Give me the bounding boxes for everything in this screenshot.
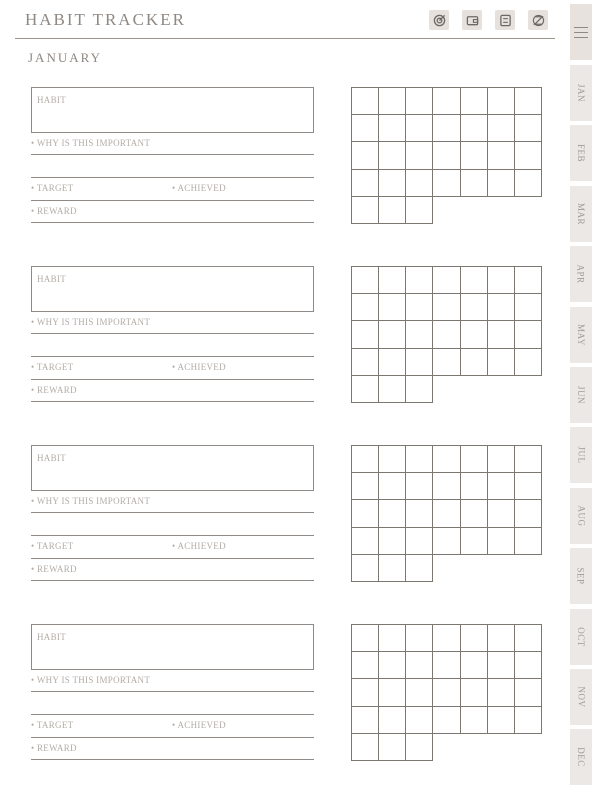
target-label: • TARGET (31, 541, 74, 551)
day-cell[interactable] (515, 446, 542, 473)
why-important-line-2[interactable] (31, 714, 314, 715)
day-cell[interactable] (406, 197, 433, 224)
day-cell[interactable] (352, 349, 379, 376)
day-cell[interactable] (379, 294, 406, 321)
target-label: • TARGET (31, 183, 74, 193)
day-cell[interactable] (379, 528, 406, 555)
day-cell[interactable] (352, 679, 379, 706)
day-cell[interactable] (379, 555, 406, 582)
day-cell[interactable] (488, 500, 515, 527)
day-cell[interactable] (352, 170, 379, 197)
day-cell[interactable] (461, 321, 488, 348)
day-tracker-grid (351, 87, 542, 224)
day-tracker-grid (351, 445, 542, 582)
tab-mar[interactable] (570, 186, 592, 242)
day-cell[interactable] (461, 170, 488, 197)
goals-button[interactable] (429, 10, 449, 30)
tab-label: MAY (576, 323, 586, 346)
day-cell[interactable] (461, 707, 488, 734)
habit-block-3 (0, 445, 560, 595)
day-cell[interactable] (461, 528, 488, 555)
day-cell[interactable] (488, 528, 515, 555)
day-cell[interactable] (433, 707, 460, 734)
day-cell[interactable] (406, 473, 433, 500)
notes-button[interactable] (528, 10, 548, 30)
day-cell[interactable] (461, 473, 488, 500)
day-cell[interactable] (379, 652, 406, 679)
day-cell[interactable] (433, 528, 460, 555)
day-cell[interactable] (488, 349, 515, 376)
day-cell[interactable] (406, 267, 433, 294)
day-cell[interactable] (379, 88, 406, 115)
tab-jan[interactable] (570, 65, 592, 121)
day-cell[interactable] (461, 294, 488, 321)
day-tracker-grid (351, 624, 542, 761)
day-cell[interactable] (515, 679, 542, 706)
habit-block-1 (0, 87, 560, 237)
tab-label: NOV (576, 686, 586, 708)
day-cell[interactable] (352, 321, 379, 348)
day-cell[interactable] (352, 528, 379, 555)
page-title: HABIT TRACKER (25, 10, 186, 29)
day-cell[interactable] (406, 349, 433, 376)
day-cell[interactable] (461, 679, 488, 706)
month-tab-bar (570, 4, 592, 790)
tab-may[interactable] (570, 307, 592, 363)
day-cell[interactable] (515, 625, 542, 652)
day-cell[interactable] (515, 652, 542, 679)
day-cell[interactable] (379, 321, 406, 348)
day-cell[interactable] (433, 170, 460, 197)
day-cell[interactable] (433, 88, 460, 115)
day-cell[interactable] (352, 294, 379, 321)
habit-block-2 (0, 266, 560, 416)
day-cell[interactable] (379, 734, 406, 761)
finance-button[interactable] (462, 10, 482, 30)
day-cell[interactable] (433, 473, 460, 500)
day-cell[interactable] (515, 115, 542, 142)
day-cell[interactable] (352, 625, 379, 652)
day-cell[interactable] (488, 707, 515, 734)
tab-jun[interactable] (570, 367, 592, 423)
day-cell[interactable] (433, 679, 460, 706)
tab-apr[interactable] (570, 246, 592, 302)
tab-label: MAR (576, 202, 587, 225)
day-cell[interactable] (515, 528, 542, 555)
day-cell[interactable] (406, 446, 433, 473)
why-important-line-2[interactable] (31, 356, 314, 357)
day-cell[interactable] (352, 734, 379, 761)
why-important-line[interactable] (31, 154, 314, 155)
day-cell[interactable] (488, 652, 515, 679)
day-cell[interactable] (406, 679, 433, 706)
day-cell[interactable] (433, 267, 460, 294)
tab-label: JAN (575, 83, 586, 103)
reward-label: • REWARD (31, 743, 77, 753)
day-cell[interactable] (406, 500, 433, 527)
day-cell[interactable] (406, 321, 433, 348)
day-cell[interactable] (352, 376, 379, 403)
day-cell[interactable] (379, 473, 406, 500)
day-cell[interactable] (433, 349, 460, 376)
day-cell[interactable] (488, 321, 515, 348)
why-important-label: • WHY IS THIS IMPORTANT (31, 675, 151, 685)
day-cell[interactable] (433, 446, 460, 473)
reward-line[interactable] (31, 401, 314, 402)
day-cell[interactable] (488, 170, 515, 197)
tab-label: SEP (575, 567, 586, 585)
target-label: • TARGET (31, 720, 74, 730)
day-cell[interactable] (461, 446, 488, 473)
day-cell[interactable] (488, 267, 515, 294)
day-cell[interactable] (488, 473, 515, 500)
reward-label: • REWARD (31, 385, 77, 395)
habit-label: HABIT (37, 95, 66, 105)
why-important-label: • WHY IS THIS IMPORTANT (31, 138, 151, 148)
target-line[interactable] (31, 558, 314, 559)
reward-label: • REWARD (31, 206, 77, 216)
tab-label: APR (575, 264, 586, 284)
target-line[interactable] (31, 379, 314, 380)
day-cell[interactable] (433, 625, 460, 652)
tab-label: JUL (576, 446, 586, 464)
notes-icon (532, 14, 545, 27)
habit-input-box[interactable] (31, 445, 314, 491)
day-cell[interactable] (515, 500, 542, 527)
day-cell[interactable] (515, 142, 542, 169)
why-important-label: • WHY IS THIS IMPORTANT (31, 496, 151, 506)
day-cell[interactable] (352, 197, 379, 224)
tab-aug[interactable] (570, 488, 592, 544)
day-cell[interactable] (433, 652, 460, 679)
day-cell[interactable] (379, 625, 406, 652)
day-cell[interactable] (352, 652, 379, 679)
day-cell[interactable] (406, 88, 433, 115)
day-cell[interactable] (515, 707, 542, 734)
why-important-line-2[interactable] (31, 535, 314, 536)
day-cell[interactable] (461, 625, 488, 652)
day-cell[interactable] (461, 500, 488, 527)
tab-label: AUG (576, 505, 586, 527)
why-important-line[interactable] (31, 691, 314, 692)
reward-line[interactable] (31, 580, 314, 581)
calculator-button[interactable] (495, 10, 515, 30)
habit-block-4 (0, 624, 560, 774)
day-cell[interactable] (488, 446, 515, 473)
day-cell[interactable] (515, 294, 542, 321)
menu-icon (574, 27, 588, 38)
day-cell[interactable] (379, 707, 406, 734)
day-cell[interactable] (433, 321, 460, 348)
day-cell[interactable] (515, 349, 542, 376)
day-cell[interactable] (379, 376, 406, 403)
day-cell[interactable] (406, 294, 433, 321)
target-icon (433, 14, 446, 27)
habit-input-box[interactable] (31, 624, 314, 670)
day-cell[interactable] (461, 115, 488, 142)
day-cell[interactable] (379, 500, 406, 527)
achieved-label: • ACHIEVED (172, 541, 226, 551)
achieved-label: • ACHIEVED (172, 362, 226, 372)
habit-label: HABIT (37, 632, 66, 642)
day-cell[interactable] (515, 473, 542, 500)
day-cell[interactable] (488, 88, 515, 115)
habit-input-box[interactable] (31, 87, 314, 133)
day-cell[interactable] (433, 294, 460, 321)
day-cell[interactable] (515, 88, 542, 115)
calculator-icon (499, 14, 512, 27)
day-cell[interactable] (433, 142, 460, 169)
day-cell[interactable] (379, 197, 406, 224)
day-cell[interactable] (352, 473, 379, 500)
day-cell[interactable] (379, 142, 406, 169)
day-cell[interactable] (406, 142, 433, 169)
habit-input-box[interactable] (31, 266, 314, 312)
day-cell[interactable] (352, 142, 379, 169)
day-cell[interactable] (488, 294, 515, 321)
day-cell[interactable] (433, 500, 460, 527)
day-cell[interactable] (461, 142, 488, 169)
day-tracker-grid (351, 266, 542, 403)
day-cell[interactable] (406, 707, 433, 734)
tab-label: JUN (575, 385, 586, 405)
tab-sep[interactable] (570, 548, 592, 604)
day-cell[interactable] (379, 115, 406, 142)
day-cell[interactable] (379, 170, 406, 197)
day-cell[interactable] (488, 115, 515, 142)
why-important-line[interactable] (31, 512, 314, 513)
day-cell[interactable] (352, 555, 379, 582)
why-important-line[interactable] (31, 333, 314, 334)
day-cell[interactable] (461, 88, 488, 115)
day-cell[interactable] (406, 170, 433, 197)
day-cell[interactable] (406, 115, 433, 142)
tab-label: DEC (576, 747, 586, 768)
target-line[interactable] (31, 200, 314, 201)
tab-feb[interactable] (570, 125, 592, 181)
target-label: • TARGET (31, 362, 74, 372)
day-cell[interactable] (461, 652, 488, 679)
tab-jul[interactable] (570, 427, 592, 483)
day-cell[interactable] (406, 376, 433, 403)
day-cell[interactable] (352, 707, 379, 734)
reward-label: • REWARD (31, 564, 77, 574)
day-cell[interactable] (461, 349, 488, 376)
tab-nov[interactable] (570, 669, 592, 725)
day-cell[interactable] (515, 267, 542, 294)
day-cell[interactable] (352, 500, 379, 527)
day-cell[interactable] (379, 349, 406, 376)
day-cell[interactable] (433, 115, 460, 142)
reward-line[interactable] (31, 222, 314, 223)
day-cell[interactable] (352, 267, 379, 294)
day-cell[interactable] (515, 321, 542, 348)
tab-dec[interactable] (570, 729, 592, 785)
day-cell[interactable] (406, 734, 433, 761)
day-cell[interactable] (379, 679, 406, 706)
achieved-label: • ACHIEVED (172, 720, 226, 730)
header-divider (15, 38, 555, 39)
day-cell[interactable] (488, 142, 515, 169)
reward-line[interactable] (31, 759, 314, 760)
why-important-label: • WHY IS THIS IMPORTANT (31, 317, 151, 327)
day-cell[interactable] (352, 446, 379, 473)
day-cell[interactable] (406, 652, 433, 679)
why-important-line-2[interactable] (31, 177, 314, 178)
tab-oct[interactable] (570, 609, 592, 665)
habit-label: HABIT (37, 274, 66, 284)
day-cell[interactable] (352, 88, 379, 115)
day-cell[interactable] (406, 625, 433, 652)
menu-tab[interactable] (570, 4, 592, 60)
day-cell[interactable] (406, 555, 433, 582)
day-cell[interactable] (515, 170, 542, 197)
day-cell[interactable] (488, 679, 515, 706)
achieved-label: • ACHIEVED (172, 183, 226, 193)
tab-label: OCT (576, 626, 586, 647)
day-cell[interactable] (352, 115, 379, 142)
day-cell[interactable] (461, 267, 488, 294)
day-cell[interactable] (379, 446, 406, 473)
day-cell[interactable] (379, 267, 406, 294)
tab-label: FEB (575, 144, 586, 163)
day-cell[interactable] (488, 625, 515, 652)
day-cell[interactable] (406, 528, 433, 555)
month-title: JANUARY (28, 50, 102, 65)
wallet-icon (466, 14, 479, 27)
habit-label: HABIT (37, 453, 66, 463)
target-line[interactable] (31, 737, 314, 738)
